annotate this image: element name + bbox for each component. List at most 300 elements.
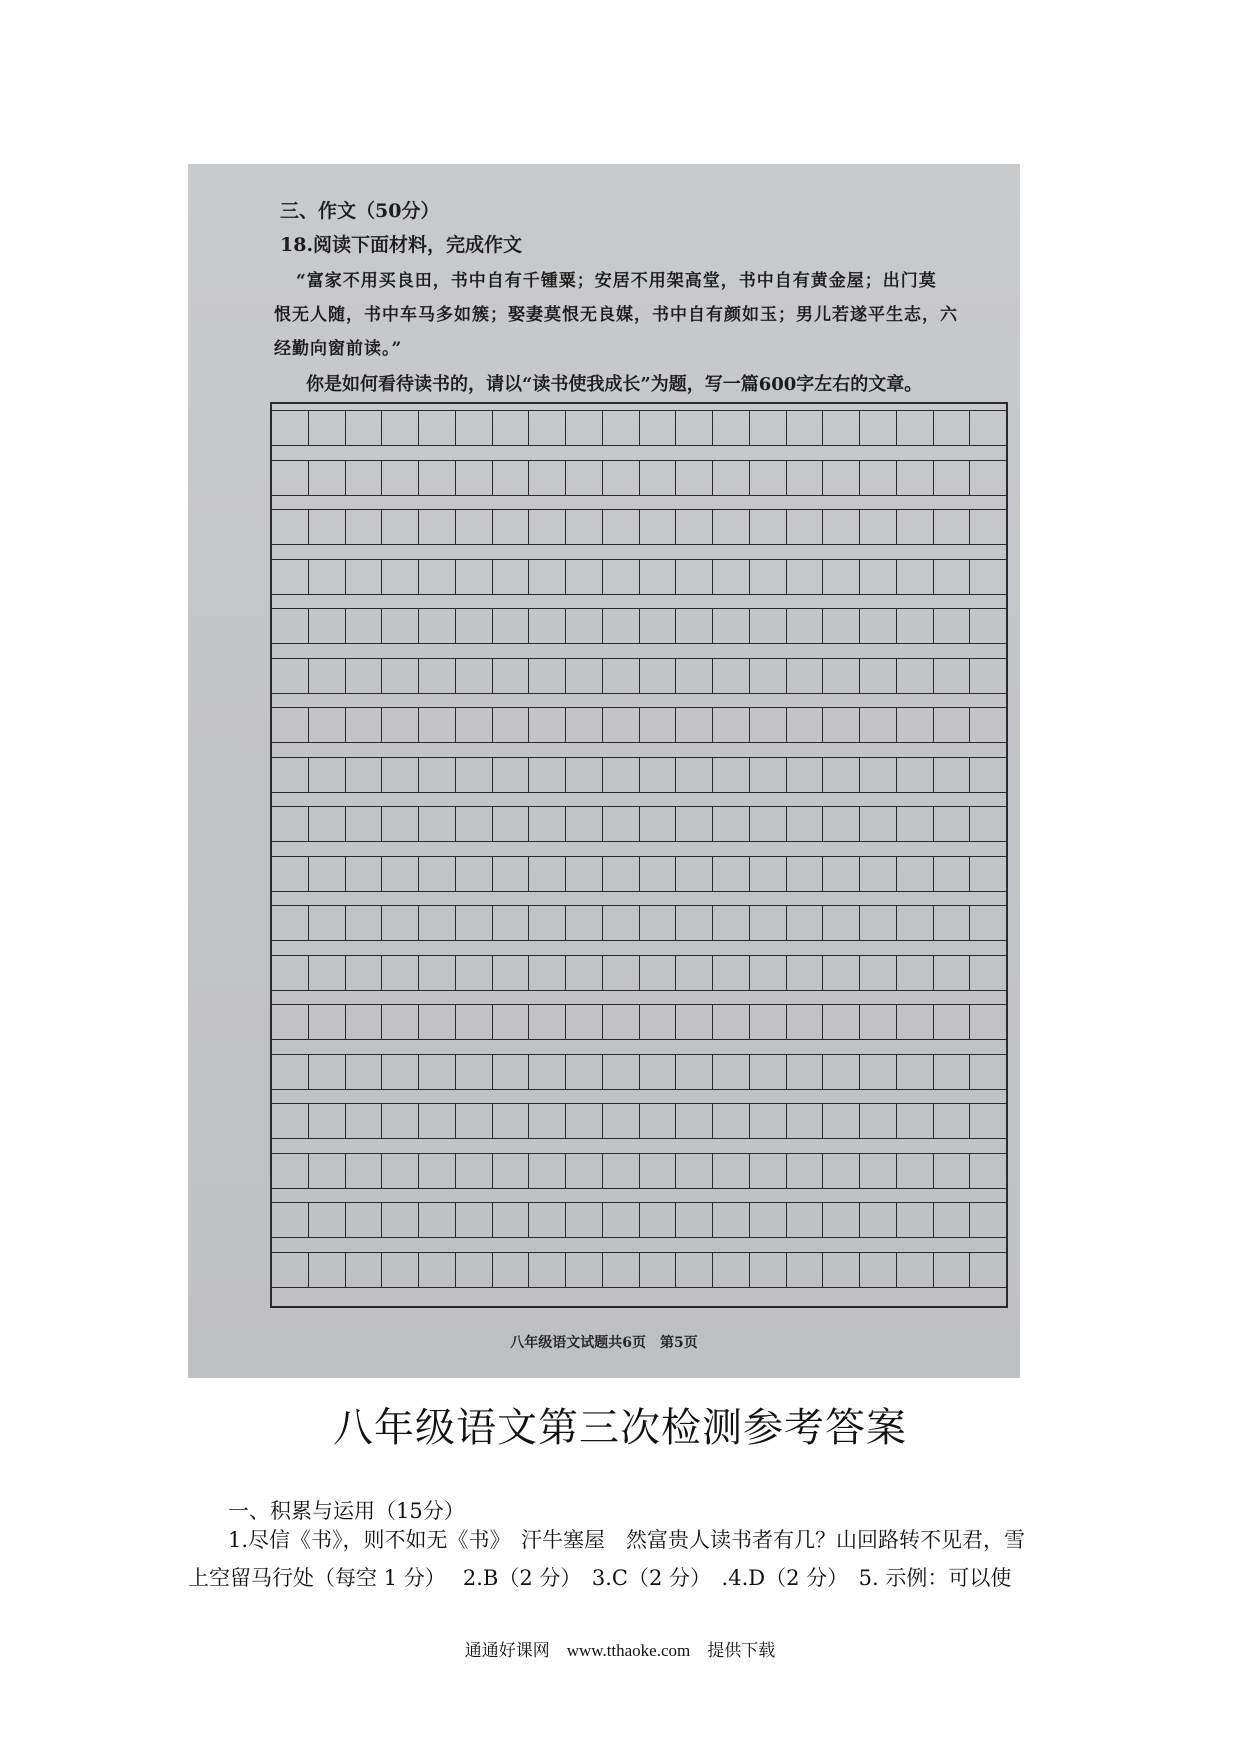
grid-cell <box>346 1055 383 1089</box>
grid-cell <box>346 609 383 643</box>
grid-cell <box>713 906 750 940</box>
grid-cell <box>346 758 383 792</box>
site-footer: 通通好课网 www.tthaoke.com 提供下载 <box>464 1641 776 1660</box>
grid-cell <box>750 461 787 495</box>
grid-cell <box>603 609 640 643</box>
grid-cell <box>566 807 603 841</box>
grid-cell <box>897 807 934 841</box>
grid-cell <box>823 1203 860 1237</box>
grid-cell <box>272 906 309 940</box>
grid-cell <box>566 708 603 742</box>
grid-cell <box>676 807 713 841</box>
grid-cell <box>529 609 566 643</box>
grid-cell <box>787 461 824 495</box>
grid-row <box>272 905 1006 941</box>
grid-cell <box>529 411 566 445</box>
grid-cell <box>346 659 383 693</box>
grid-cell <box>823 857 860 891</box>
grid-cell <box>309 1005 346 1039</box>
grid-cell <box>860 1104 897 1138</box>
grid-cell <box>309 1203 346 1237</box>
grid-row <box>272 1153 1006 1189</box>
quote-line-2: 恨无人随，书中车马多如簇；娶妻莫恨无良媒，书中自有颜如玉；男儿若遂平生志，六 <box>274 305 958 325</box>
grid-cell <box>787 807 824 841</box>
grid-cell <box>456 857 493 891</box>
grid-cell <box>934 1104 971 1138</box>
grid-cell <box>897 1104 934 1138</box>
grid-cell <box>934 609 971 643</box>
grid-cell <box>970 609 1006 643</box>
grid-cell <box>456 411 493 445</box>
grid-cell <box>272 857 309 891</box>
grid-cell <box>529 1005 566 1039</box>
grid-cell <box>860 906 897 940</box>
grid-cell <box>713 411 750 445</box>
grid-cell <box>529 956 566 990</box>
grid-cell <box>529 1203 566 1237</box>
grid-cell <box>970 659 1006 693</box>
grid-cell <box>640 807 677 841</box>
grid-cell <box>713 510 750 544</box>
grid-cell <box>529 461 566 495</box>
grid-cell <box>860 560 897 594</box>
grid-cell <box>676 510 713 544</box>
grid-cell <box>419 609 456 643</box>
grid-cell <box>309 857 346 891</box>
grid-cell <box>493 1253 530 1287</box>
grid-cell <box>713 1253 750 1287</box>
grid-cell <box>640 758 677 792</box>
grid-cell <box>529 807 566 841</box>
grid-cell <box>529 1055 566 1089</box>
grid-cell <box>934 906 971 940</box>
answer-line-2: 上空留马行处（每空 1 分） 2.B（2 分） 3.C（2 分） .4.D（2 分） 5. 示例：可以使 <box>188 1566 1012 1590</box>
grid-cell <box>272 461 309 495</box>
grid-cell <box>566 609 603 643</box>
grid-cell <box>823 1253 860 1287</box>
grid-cell <box>970 1203 1006 1237</box>
grid-cell <box>897 1253 934 1287</box>
grid-cell <box>272 1055 309 1089</box>
grid-cell <box>382 411 419 445</box>
grid-cell <box>860 1055 897 1089</box>
grid-cell <box>566 510 603 544</box>
grid-row <box>272 658 1006 694</box>
grid-cell <box>309 1055 346 1089</box>
grid-cell <box>566 1055 603 1089</box>
grid-cell <box>603 1154 640 1188</box>
grid-cell <box>860 609 897 643</box>
grid-cell <box>382 1104 419 1138</box>
grid-cell <box>603 461 640 495</box>
grid-cell <box>676 609 713 643</box>
grid-cell <box>382 906 419 940</box>
grid-cell <box>713 807 750 841</box>
grid-cell <box>860 807 897 841</box>
grid-cell <box>970 411 1006 445</box>
grid-cell <box>713 1104 750 1138</box>
grid-cell <box>750 411 787 445</box>
grid-cell <box>419 560 456 594</box>
grid-cell <box>640 1104 677 1138</box>
grid-cell <box>676 411 713 445</box>
grid-cell <box>346 1104 383 1138</box>
grid-cell <box>493 609 530 643</box>
grid-cell <box>860 1203 897 1237</box>
grid-cell <box>419 1005 456 1039</box>
grid-cell <box>529 708 566 742</box>
grid-cell <box>419 461 456 495</box>
grid-row <box>272 1004 1006 1040</box>
grid-cell <box>493 510 530 544</box>
grid-cell <box>934 1253 971 1287</box>
grid-cell <box>713 609 750 643</box>
grid-cell <box>787 560 824 594</box>
grid-cell <box>750 659 787 693</box>
grid-cell <box>566 659 603 693</box>
grid-cell <box>382 807 419 841</box>
grid-cell <box>529 857 566 891</box>
grid-cell <box>603 1203 640 1237</box>
grid-cell <box>823 758 860 792</box>
grid-cell <box>419 1154 456 1188</box>
grid-cell <box>382 1154 419 1188</box>
grid-cell <box>603 1253 640 1287</box>
grid-cell <box>346 411 383 445</box>
grid-cell <box>456 956 493 990</box>
grid-cell <box>970 461 1006 495</box>
grid-cell <box>787 411 824 445</box>
grid-cell <box>823 1055 860 1089</box>
grid-cell <box>566 1203 603 1237</box>
grid-cell <box>566 758 603 792</box>
grid-cell <box>566 1253 603 1287</box>
grid-cell <box>346 956 383 990</box>
grid-cell <box>309 1154 346 1188</box>
grid-cell <box>493 857 530 891</box>
grid-cell <box>970 956 1006 990</box>
grid-cell <box>309 411 346 445</box>
grid-cell <box>493 1203 530 1237</box>
grid-cell <box>382 758 419 792</box>
grid-cell <box>787 1154 824 1188</box>
grid-cell <box>529 1104 566 1138</box>
grid-cell <box>529 560 566 594</box>
grid-cell <box>860 708 897 742</box>
grid-cell <box>860 857 897 891</box>
grid-cell <box>566 1104 603 1138</box>
grid-cell <box>346 461 383 495</box>
grid-cell <box>309 758 346 792</box>
grid-cell <box>346 1253 383 1287</box>
grid-cell <box>272 609 309 643</box>
grid-cell <box>640 510 677 544</box>
grid-cell <box>897 1005 934 1039</box>
grid-cell <box>897 609 934 643</box>
grid-cell <box>309 510 346 544</box>
grid-cell <box>676 758 713 792</box>
grid-cell <box>860 1005 897 1039</box>
grid-cell <box>750 857 787 891</box>
exam-page-number: 八年级语文试题共6页 第5页 <box>510 1335 698 1351</box>
grid-cell <box>897 461 934 495</box>
grid-cell <box>713 659 750 693</box>
grid-cell <box>970 708 1006 742</box>
grid-cell <box>787 708 824 742</box>
grid-cell <box>897 1203 934 1237</box>
grid-cell <box>676 560 713 594</box>
grid-cell <box>529 659 566 693</box>
grid-cell <box>713 1005 750 1039</box>
grid-cell <box>493 956 530 990</box>
grid-cell <box>713 461 750 495</box>
grid-cell <box>456 708 493 742</box>
grid-cell <box>419 659 456 693</box>
grid-cell <box>676 1104 713 1138</box>
grid-cell <box>750 1253 787 1287</box>
grid-cell <box>603 1055 640 1089</box>
grid-cell <box>456 807 493 841</box>
grid-cell <box>419 1253 456 1287</box>
grid-cell <box>456 758 493 792</box>
grid-cell <box>640 1005 677 1039</box>
grid-cell <box>456 609 493 643</box>
grid-cell <box>750 1154 787 1188</box>
grid-cell <box>566 906 603 940</box>
grid-cell <box>640 1253 677 1287</box>
grid-cell <box>493 659 530 693</box>
quote-line-1: “富家不用买良田，书中自有千锺粟；安居不用架高堂，书中自有黄金屋；出门莫 <box>296 271 937 291</box>
grid-cell <box>823 1104 860 1138</box>
grid-cell <box>309 560 346 594</box>
grid-cell <box>787 609 824 643</box>
grid-cell <box>713 1154 750 1188</box>
grid-cell <box>603 708 640 742</box>
grid-cell <box>934 708 971 742</box>
grid-cell <box>750 1055 787 1089</box>
grid-cell <box>713 1203 750 1237</box>
grid-cell <box>603 1104 640 1138</box>
grid-cell <box>823 659 860 693</box>
grid-cell <box>823 411 860 445</box>
grid-cell <box>272 1203 309 1237</box>
grid-cell <box>787 1055 824 1089</box>
grid-cell <box>750 609 787 643</box>
grid-cell <box>676 1005 713 1039</box>
grid-cell <box>897 708 934 742</box>
grid-cell <box>934 560 971 594</box>
grid-row <box>272 1252 1006 1288</box>
grid-cell <box>676 659 713 693</box>
grid-row <box>272 856 1006 892</box>
composition-heading: 三、作文（50分） <box>280 200 440 222</box>
grid-cell <box>346 1154 383 1188</box>
grid-row <box>272 1202 1006 1238</box>
grid-cell <box>640 411 677 445</box>
essay-prompt: 你是如何看待读书的，请以“读书使我成长”为题，写一篇600字左右的文章。 <box>306 374 923 395</box>
grid-cell <box>382 1253 419 1287</box>
grid-cell <box>934 956 971 990</box>
grid-cell <box>787 956 824 990</box>
grid-cell <box>272 758 309 792</box>
grid-cell <box>676 1154 713 1188</box>
grid-cell <box>897 1055 934 1089</box>
grid-cell <box>897 956 934 990</box>
grid-cell <box>787 1104 824 1138</box>
grid-cell <box>860 758 897 792</box>
grid-cell <box>640 1154 677 1188</box>
grid-cell <box>897 560 934 594</box>
grid-cell <box>970 807 1006 841</box>
grid-cell <box>493 461 530 495</box>
grid-cell <box>419 1203 456 1237</box>
grid-cell <box>934 1154 971 1188</box>
grid-cell <box>456 1055 493 1089</box>
grid-cell <box>419 1104 456 1138</box>
grid-cell <box>640 906 677 940</box>
grid-cell <box>603 659 640 693</box>
grid-cell <box>823 1154 860 1188</box>
grid-cell <box>750 807 787 841</box>
grid-cell <box>713 1055 750 1089</box>
grid-cell <box>382 560 419 594</box>
grid-cell <box>382 609 419 643</box>
grid-cell <box>860 510 897 544</box>
grid-cell <box>640 560 677 594</box>
grid-row <box>272 509 1006 545</box>
grid-cell <box>897 1154 934 1188</box>
grid-cell <box>566 461 603 495</box>
grid-cell <box>382 461 419 495</box>
grid-row <box>272 806 1006 842</box>
grid-cell <box>419 411 456 445</box>
grid-cell <box>309 659 346 693</box>
grid-cell <box>382 510 419 544</box>
grid-cell <box>603 510 640 544</box>
grid-cell <box>346 906 383 940</box>
grid-cell <box>272 708 309 742</box>
grid-cell <box>272 956 309 990</box>
grid-cell <box>787 510 824 544</box>
grid-cell <box>493 1005 530 1039</box>
grid-cell <box>750 956 787 990</box>
grid-cell <box>272 807 309 841</box>
grid-cell <box>934 807 971 841</box>
grid-row <box>272 1103 1006 1139</box>
grid-cell <box>566 1005 603 1039</box>
grid-cell <box>934 411 971 445</box>
grid-cell <box>934 758 971 792</box>
grid-cell <box>713 708 750 742</box>
grid-cell <box>456 461 493 495</box>
grid-cell <box>382 708 419 742</box>
grid-cell <box>934 857 971 891</box>
grid-cell <box>787 1005 824 1039</box>
grid-cell <box>346 708 383 742</box>
grid-cell <box>493 807 530 841</box>
grid-cell <box>640 659 677 693</box>
grid-cell <box>419 857 456 891</box>
grid-cell <box>382 857 419 891</box>
grid-cell <box>493 560 530 594</box>
grid-row <box>272 757 1006 793</box>
grid-cell <box>419 758 456 792</box>
grid-cell <box>897 659 934 693</box>
grid-cell <box>823 461 860 495</box>
grid-cell <box>970 906 1006 940</box>
grid-cell <box>272 510 309 544</box>
grid-cell <box>640 609 677 643</box>
grid-cell <box>897 758 934 792</box>
quote-line-3: 经勤向窗前读。” <box>274 339 403 359</box>
grid-cell <box>309 708 346 742</box>
grid-cell <box>823 906 860 940</box>
grid-cell <box>676 956 713 990</box>
grid-cell <box>750 510 787 544</box>
grid-cell <box>309 807 346 841</box>
grid-cell <box>529 510 566 544</box>
grid-cell <box>309 461 346 495</box>
grid-cell <box>603 857 640 891</box>
grid-cell <box>713 956 750 990</box>
grid-cell <box>382 659 419 693</box>
grid-cell <box>603 807 640 841</box>
answer-line-1: 1.尽信《书》，则不如无《书》 汗牛塞屋 然富贵人读书者有几？山回路转不见君，雪 <box>228 1528 1026 1552</box>
grid-cell <box>566 411 603 445</box>
grid-cell <box>272 1104 309 1138</box>
grid-cell <box>676 1203 713 1237</box>
grid-cell <box>603 411 640 445</box>
grid-cell <box>529 758 566 792</box>
grid-cell <box>934 1055 971 1089</box>
grid-cell <box>750 758 787 792</box>
grid-cell <box>787 659 824 693</box>
grid-cell <box>272 659 309 693</box>
grid-cell <box>640 461 677 495</box>
grid-cell <box>676 461 713 495</box>
grid-cell <box>970 1005 1006 1039</box>
grid-cell <box>272 560 309 594</box>
grid-cell <box>970 857 1006 891</box>
grid-cell <box>309 906 346 940</box>
grid-cell <box>750 708 787 742</box>
grid-cell <box>823 956 860 990</box>
grid-cell <box>676 1253 713 1287</box>
grid-cell <box>382 1055 419 1089</box>
grid-cell <box>676 857 713 891</box>
grid-cell <box>750 1203 787 1237</box>
grid-cell <box>566 857 603 891</box>
grid-cell <box>934 659 971 693</box>
grid-row <box>272 460 1006 496</box>
grid-cell <box>934 1005 971 1039</box>
grid-cell <box>970 1055 1006 1089</box>
grid-cell <box>934 461 971 495</box>
grid-cell <box>676 1055 713 1089</box>
grid-row <box>272 559 1006 595</box>
grid-cell <box>823 510 860 544</box>
grid-cell <box>272 1253 309 1287</box>
grid-cell <box>346 560 383 594</box>
grid-row <box>272 608 1006 644</box>
grid-cell <box>272 411 309 445</box>
grid-row <box>272 707 1006 743</box>
grid-cell <box>419 708 456 742</box>
answer-key-title: 八年级语文第三次检测参考答案 <box>333 1405 907 1451</box>
grid-cell <box>750 1005 787 1039</box>
grid-cell <box>493 1055 530 1089</box>
grid-cell <box>493 758 530 792</box>
